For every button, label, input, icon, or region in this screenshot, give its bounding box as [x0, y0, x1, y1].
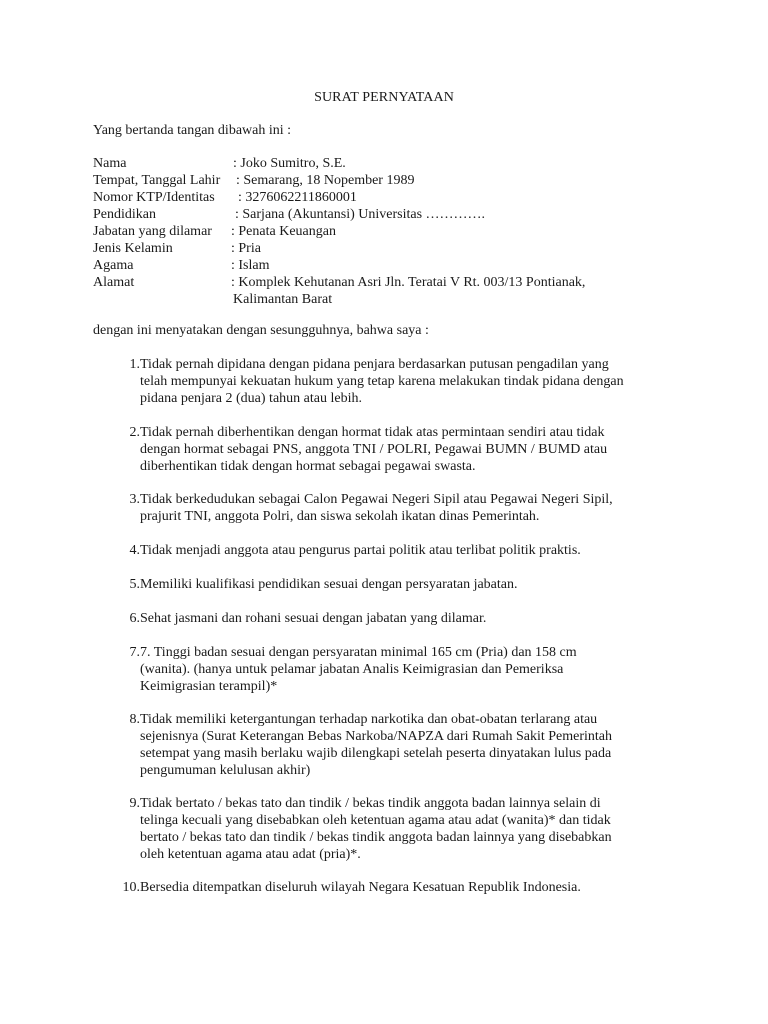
- field-value-ktp: : 3276062211860001: [238, 190, 357, 205]
- list-line: bertato / bekas tato dan tindik / bekas tindik anggota badan lainnya yang disebabkan: [140, 830, 612, 845]
- field-label-nama: Nama: [93, 156, 127, 171]
- list-line: Tidak pernah dipidana dengan pidana penjara berdasarkan putusan pengadilan yang: [140, 357, 609, 372]
- field-label-alamat: Alamat: [93, 275, 135, 290]
- list-line: Keimigrasian terampil)*: [140, 679, 278, 694]
- list-number: 8.: [129, 712, 140, 727]
- field-value-jenis-kelamin: : Pria: [231, 241, 261, 256]
- list-text: [140, 424, 665, 475]
- list-number: 3.: [129, 492, 140, 507]
- list-text: [140, 356, 665, 407]
- list-number: 5.: [129, 577, 140, 592]
- list-text: [140, 491, 665, 525]
- list-text: [140, 542, 665, 559]
- list-text: [140, 610, 665, 627]
- intro-text: Yang bertanda tangan dibawah ini :: [93, 123, 292, 138]
- document-title: SURAT PERNYATAAN: [314, 90, 454, 105]
- field-value-alamat: : Komplek Kehutanan Asri Jln. Teratai V Rt. 003/13 Pontianak,: [231, 275, 586, 290]
- list-line: prajurit TNI, anggota Polri, dan siswa sekolah ikatan dinas Pemerintah.: [140, 509, 540, 524]
- field-label-pendidikan: Pendidikan: [93, 207, 156, 222]
- list-number: 6.: [129, 611, 140, 626]
- list-line: Sehat jasmani dan rohani sesuai dengan jabatan yang dilamar.: [140, 611, 487, 626]
- list-line: diberhentikan tidak dengan hormat sebagai pegawai swasta.: [140, 459, 476, 474]
- list-text: [140, 879, 665, 896]
- field-label-ttl: Tempat, Tanggal Lahir: [93, 173, 221, 188]
- list-line: dengan hormat sebagai PNS, anggota TNI / POLRI, Pegawai BUMN / BUMD atau: [140, 442, 608, 457]
- field-value-nama: : Joko Sumitro, S.E.: [233, 156, 346, 171]
- field-value-jabatan: : Penata Keuangan: [231, 224, 336, 239]
- list-number: 2.: [129, 425, 140, 440]
- list-line: pengumuman kelulusan akhir): [140, 763, 311, 778]
- list-line: pidana penjara 2 (dua) tahun atau lebih.: [140, 391, 362, 406]
- list-line: oleh ketentuan agama atau adat (pria)*.: [140, 847, 361, 862]
- field-value-ttl: : Semarang, 18 Nopember 1989: [236, 173, 415, 188]
- field-label-ktp: Nomor KTP/Identitas: [93, 190, 215, 205]
- field-value-pendidikan: : Sarjana (Akuntansi) Universitas ………….: [235, 207, 486, 222]
- list-line: telah mempunyai kekuatan hukum yang tetap karena melakukan tindak pidana dengan: [140, 374, 624, 389]
- list-number: 7.: [129, 645, 140, 660]
- list-text: [140, 644, 665, 695]
- list-line: Tidak menjadi anggota atau pengurus partai politik atau terlibat politik praktis.: [140, 543, 581, 558]
- list-text: [140, 795, 665, 863]
- list-number: 4.: [129, 543, 140, 558]
- field-label-agama: Agama: [93, 258, 134, 273]
- field-value-agama: : Islam: [231, 258, 270, 273]
- list-line: Tidak bertato / bekas tato dan tindik / bekas tindik anggota badan lainnya selain di: [140, 796, 601, 811]
- statement-text: dengan ini menyatakan dengan sesungguhnya, bahwa saya :: [93, 323, 429, 338]
- field-label-jabatan: Jabatan yang dilamar: [93, 224, 212, 239]
- list-number: 10.: [122, 880, 140, 895]
- list-number: 9.: [129, 796, 140, 811]
- list-line: (wanita). (hanya untuk pelamar jabatan Analis Keimigrasian dan Pemeriksa: [140, 662, 564, 677]
- list-line: 7. Tinggi badan sesuai dengan persyaratan minimal 165 cm (Pria) dan 158 cm: [140, 645, 577, 660]
- list-line: telinga kecuali yang disebabkan oleh ketentuan agama atau adat (wanita)* dan tidak: [140, 813, 611, 828]
- list-line: Tidak memiliki ketergantungan terhadap narkotika dan obat-obatan terlarang atau: [140, 712, 598, 727]
- list-line: Memiliki kualifikasi pendidikan sesuai dengan persyaratan jabatan.: [140, 577, 518, 592]
- field-value-alamat-line2: Kalimantan Barat: [233, 292, 333, 307]
- list-line: Tidak berkedudukan sebagai Calon Pegawai Negeri Sipil atau Pegawai Negeri Sipil,: [140, 492, 613, 507]
- list-line: Bersedia ditempatkan diseluruh wilayah Negara Kesatuan Republik Indonesia.: [140, 880, 581, 895]
- list-line: sejenisnya (Surat Keterangan Bebas Narkoba/NAPZA dari Rumah Sakit Pemerintah: [140, 729, 612, 744]
- field-label-jenis-kelamin: Jenis Kelamin: [93, 241, 173, 256]
- list-text: [140, 576, 665, 593]
- list-text: [140, 711, 665, 779]
- list-number: 1.: [129, 357, 140, 372]
- list-line: Tidak pernah diberhentikan dengan hormat tidak atas permintaan sendiri atau tidak: [140, 425, 605, 440]
- list-line: setempat yang masih berlaku wajib dilengkapi setelah peserta dinyatakan lulus pada: [140, 746, 612, 761]
